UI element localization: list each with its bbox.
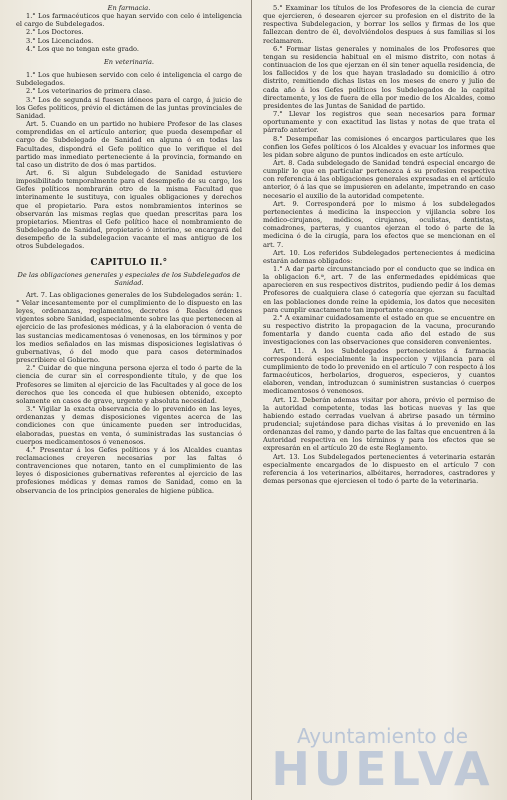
article-7-intro: Art. 7. Las obligaciones generales de los Subdelegados serán: 1.° Velar incesantemente por el cumplimiento de lo dispuesto en las leyes, ordenanzas, reglamentos, decretos ó Reales órdenes vigentes sobre Sanidad, especialmente sobre las que pertenecen al ejercicio de las profesiones médicas, y á la elaboracion ó venta de las sustancias medicamentosas ó venenosas, en los términos y por los medios señalados en las mismas disposiciones legislativas ó gubernativas, ó del modo que para casos determinados prescribiere el Gobierno. xyxy=(16,290,242,365)
archive-watermark xyxy=(265,724,500,798)
article-10-intro: Art. 10. Los referidos Subdelegados pertenecientes á medicina estarán ademas obligados: xyxy=(263,248,495,265)
farmacia-item-2: 2.° Los Doctores. xyxy=(26,28,84,37)
article-13: Art. 13. Los Subdelegados pertenecientes á veterinaria estarán especialmente encargados de lo dispuesto en el artículo 7 con referencia á los veterinarios, albéitares, herradores, castradores y demas personas que ejerciesen el todo ó parte de la veterinaria. xyxy=(263,452,495,486)
farmacia-heading: En farmacia. xyxy=(107,4,151,12)
veterinaria-item-3: 3.° Los de segunda si fuesen idóneos para el cargo, á juicio de los Gefes políticos, prévio el dictámen de las juntas provinciales de Sanidad. xyxy=(16,95,242,120)
article-7-item-7: 7.° Llevar los registros que sean necesarios para formar oportunamente y con exactitud las listas y notas de que trata el párrafo anterior. xyxy=(263,110,495,135)
article-7-item-3: 3.° Vigilar la exacta observancia de lo prevenido en las leyes, ordenanzas y demas disposiciones vigentes acerca de las condiciones con que únicamente pueden ser introducidas, elaboradas, puestas en venta, ó suministradas las sustancias ó cuerpos medicamentosos ó venenosos. xyxy=(16,405,242,446)
left-column xyxy=(16,4,242,495)
veterinaria-item-2: 2.° Los veterinarios de primera clase. xyxy=(26,87,152,96)
article-6: Art. 6. Si algun Subdelegado de Sanidad estuviere imposibilitado temporalmente para el desempeño de su cargo, los Gefes políticos nombrarán otro de la misma Facultad que interinamente le sustituya, con iguales obligaciones y derechos que el propietario. Para estos nombramientos interinos se observarán las mismas reglas que quedan prescritas para los propietarios. Mientras el Gefe político hace el nombramiento de Subdelegado de Sanidad, propietario ó interino, se encargará del desempeño de la subdelegacion vacante el mas antiguo de los otros Subdelegados. xyxy=(16,168,242,251)
article-7-item-8: 8.° Desempeñar las comisiones ó encargos particulares que les confien los Gefes políticos ó los Alcaldes y evacuar los informes que les pidan sobre alguno de puntos indicados en este artículo. xyxy=(263,134,495,159)
farmacia-item-4: 4.° Los que no tengan este grado. xyxy=(26,44,139,53)
right-column xyxy=(263,4,495,485)
article-7-item-4: 4.° Presentar á los Gefes políticos y á los Alcaldes cuantas reclamaciones creyeren necesarias por las faltas ó contravenciones que notaren, tanto en el cumplimiento de las leyes ó disposiciones gubernativas referentes al ejercicio de las profesiones médicas y demas ramos de Sanidad, como en la observancia de los principios generales de higiene pública. xyxy=(16,445,242,495)
watermark-line-1: Ayuntamiento de xyxy=(296,724,469,748)
watermark-line-2: HUELVA xyxy=(271,742,494,796)
article-10-item-2: 2.° A examinar cuidadosamente el estado en que se encuentre en su respectivo distrito la propagacion de la vacuna, procurando fomentarla y dando cuenta cada año del estado de sus investigaciones con las observaciones que consideren convenientes. xyxy=(263,313,495,347)
article-8: Art. 8. Cada subdelegado de Sanidad tendrá especial encargo de cumplir lo que en particular pertenezca á su profesion respectiva con referencia á las obligaciones generales expresadas en el artículo anterior, ó á las que se impusieren en adelante, impetrando en caso necesario el auxilio de la autoridad competente. xyxy=(263,158,495,200)
article-5: Art. 5. Cuando en un partido no hubiere Profesor de las clases comprendidas en el artículo anterior, que pueda desempeñar el cargo de Subdelegado de Sanidad en alguna ó en todas las Facultades, dispondrá el Gefe político que lo verifique el del partido mas inmediato perteneciente á la provincia, formando en tal caso un distrito de dos ó mas partidos. xyxy=(16,120,242,169)
article-11: Art. 11. A los Subdelegados pertenecientes á farmacia corresponderá especialmente la inspeccion y vijilancia para el cumplimiento de todo lo prevenido en el artículo 7 con respecto á los farmacéuticos, herbolarios, drogueros, especieros, y cuantos elaboren, vendan, introduzcan ó suministren sustancias ó cuerpos medicamentosos ó venenosos. xyxy=(263,346,495,396)
veterinaria-item-1: 1.° Los que hubiesen servido con celo é inteligencia el cargo de Subdelegados. xyxy=(16,71,242,88)
article-7-item-5: 5.° Examinar los títulos de los Profesores de la ciencia de curar que ejercieren, ó desearen ejercer su profesion en el distrito de la respectiva Subdelegacion, y borrar los sellos y firmas de los que fallezcan dentro de él, devolviéndolos despues á sus familias si los reclamaren. xyxy=(263,4,495,45)
column-divider xyxy=(251,0,252,800)
article-12: Art. 12. Deberán ademas visitar por ahora, prévio el permiso de la autoridad competente, todas las boticas nuevas y las que habiendo estado cerradas vuelvan á abrirse pasado un término prudencial; sujetándose para dichas visitas á lo prevenido en las ordenanzas del ramo, y dando parte de las faltas que encuentren á la Autoridad respectiva en los términos y para los efectos que se expresarán en el artículo 20 de este Reglamento. xyxy=(263,395,495,453)
article-9: Art. 9. Corresponderá por lo mismo á los subdelegados pertenecientes á medicina la inspeccion y vijilancia sobre los médico-cirujanos, médicos, cirujanos, oculistas, dentistas, comadrones, parteras, y cuantos ejerzan el todo ó parte de la medicina ó de la cirugía, para los efectos que se mencionan en el art. 7. xyxy=(263,199,495,249)
chapter-title: CAPITULO II.° xyxy=(90,257,168,268)
chapter-subtitle: De las obligaciones generales y especiales de los Subdelegados de Sanidad. xyxy=(17,270,241,287)
farmacia-item-3: 3.° Los Licenciados. xyxy=(26,36,94,45)
article-7-item-6: 6.° Formar listas generales y nominales de los Profesores que tengan su residencia habitual en el mismo distrito, con notas á continuacion de los que ejerzan en él sin tener aquella residencia, de los fallecidos y de los que hayan trasladado su domicilio á otro distrito, remitiendo dichas listas en los meses de enero y julio de cada año á los Gefes políticos los Subdelegados de la capital directamente, y los de fuera de ella por medio de los Alcaldes, como presidentes de las Juntas de Sanidad de partido. xyxy=(263,44,495,110)
farmacia-item-1: 1.° Los farmacéuticos que hayan servido con celo é inteligencia el cargo de Subdelegados. xyxy=(16,12,242,29)
article-7-item-2: 2.° Cuidar de que ninguna persona ejerza el todo ó parte de la ciencia de curar sin el correspondiente título, y de que los Profesores se limiten al ejercicio de las Facultades y al goce de los derechos que les conceda el que hubiesen obtenido, excepto solamente en casos de grave, urgente y absoluta necesidad. xyxy=(16,364,242,405)
article-10-item-1: 1.° A dar parte circunstanciado por el conducto que se indica en la obligacion 6.ª, art. 7 de las enfermedades epidémicas que aparecieren en sus respectivos distritos, pudiendo pedir á los demas Profesores de cualquiera clase ó categoría que ejerzan su facultad en las poblaciones donde reine la epidemia, los datos que necesiten para cumplir exactamente tan importante encargo. xyxy=(263,265,495,314)
veterinaria-heading: En veterinaria. xyxy=(103,57,155,66)
